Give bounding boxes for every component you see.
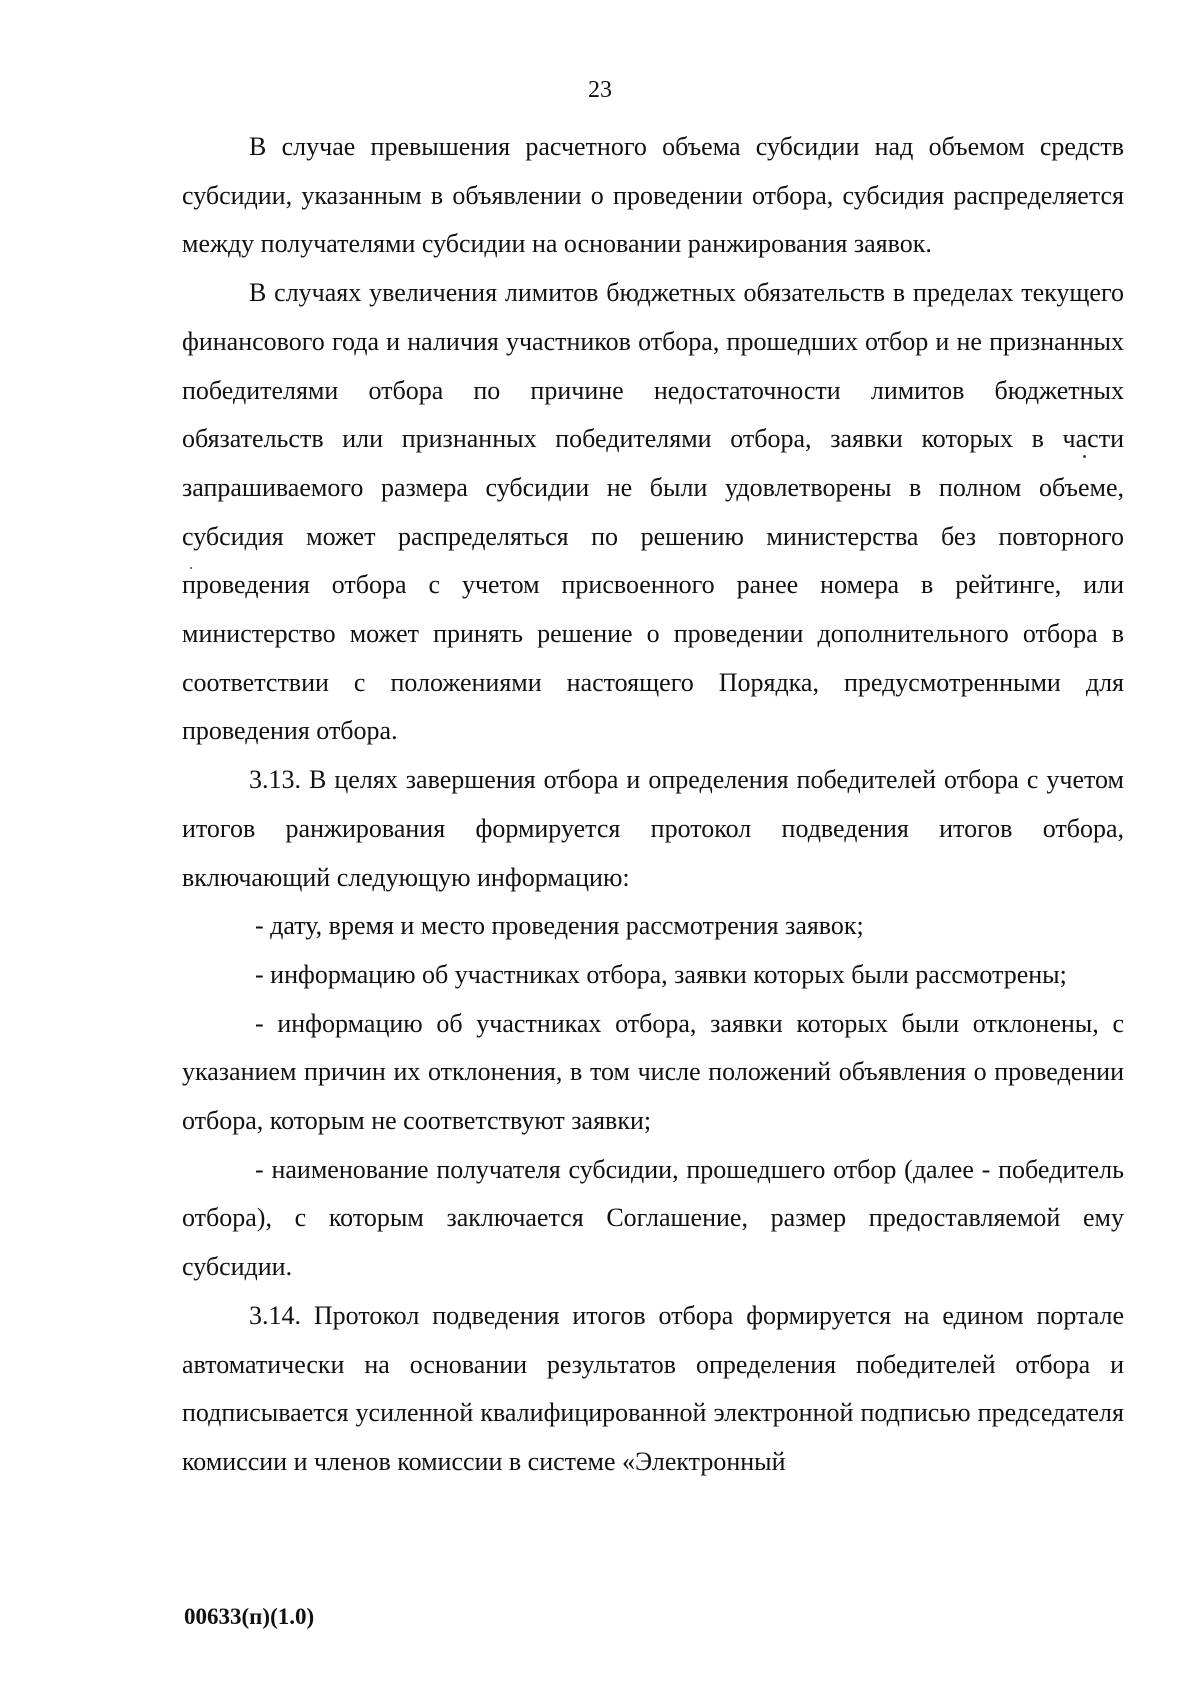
document-code: 00633(п)(1.0) [184,1604,315,1629]
paragraph-subsidy-excess: В случае превышения расчетного объема субсидии над объемом средств субсидии, указанным в объявлении о проведении отбора, субсидия распределяется между получателями субсидии на основании ранжирования заявок. [182,132,1124,259]
list-item-reviewed-participants: - информацию об участниках отбора, заявки которых были рассмотрены; [255,959,1067,989]
document-body [182,123,1124,1487]
scan-speck [1083,455,1086,458]
list-item-rejected-participants: - информацию об участниках отбора, заявки которых были отклонены, с указанием причин их отклонения, в том числе положений объявления о проведении отбора, которым не соответствуют заявки; [182,1008,1124,1136]
paragraph-3-13: 3.13. В целях завершения отбора и определения победителей отбора с учетом итогов ранжирования формируется протокол подведения итогов отбора, включающий следующую информацию: [182,765,1124,892]
list-item-winner-name: - наименование получателя субсидии, прошедшего отбор (далее - победитель отбора), с которым заключается Соглашение, размер предоставляемой ему субсидии. [182,1154,1124,1282]
list-item-date-time-place: - дату, время и место проведения рассмотрения заявок; [255,911,864,941]
page-number: 23 [588,77,612,103]
paragraph-budget-limits: В случаях увеличения лимитов бюджетных обязательств в пределах текущего финансового года и наличия участников отбора, прошедших отбор и не признанных победителями отбора по причине недостаточности лимитов бюджетных обязательств или признанных победителями отбора, заявки которых в части запрашиваемого размера субсидии не были удовлетворены в полном объеме, субсидия может распределяться по решению министерства без повторного проведения отбора с учетом присвоенного ранее номера в рейтинге, или министерство может принять решение о проведении дополнительного отбора в соответствии с положениями настоящего Порядка, предусмотренными для проведения отбора. [182,278,1124,746]
paragraph-3-14: 3.14. Протокол подведения итогов отбора формируется на едином портале автоматически на основании результатов определения победителей отбора и подписывается усиленной квалифицированной электронной подписью председателя комиссии и членов комиссии в системе «Электронный [182,1300,1124,1476]
scan-speck [190,567,192,569]
